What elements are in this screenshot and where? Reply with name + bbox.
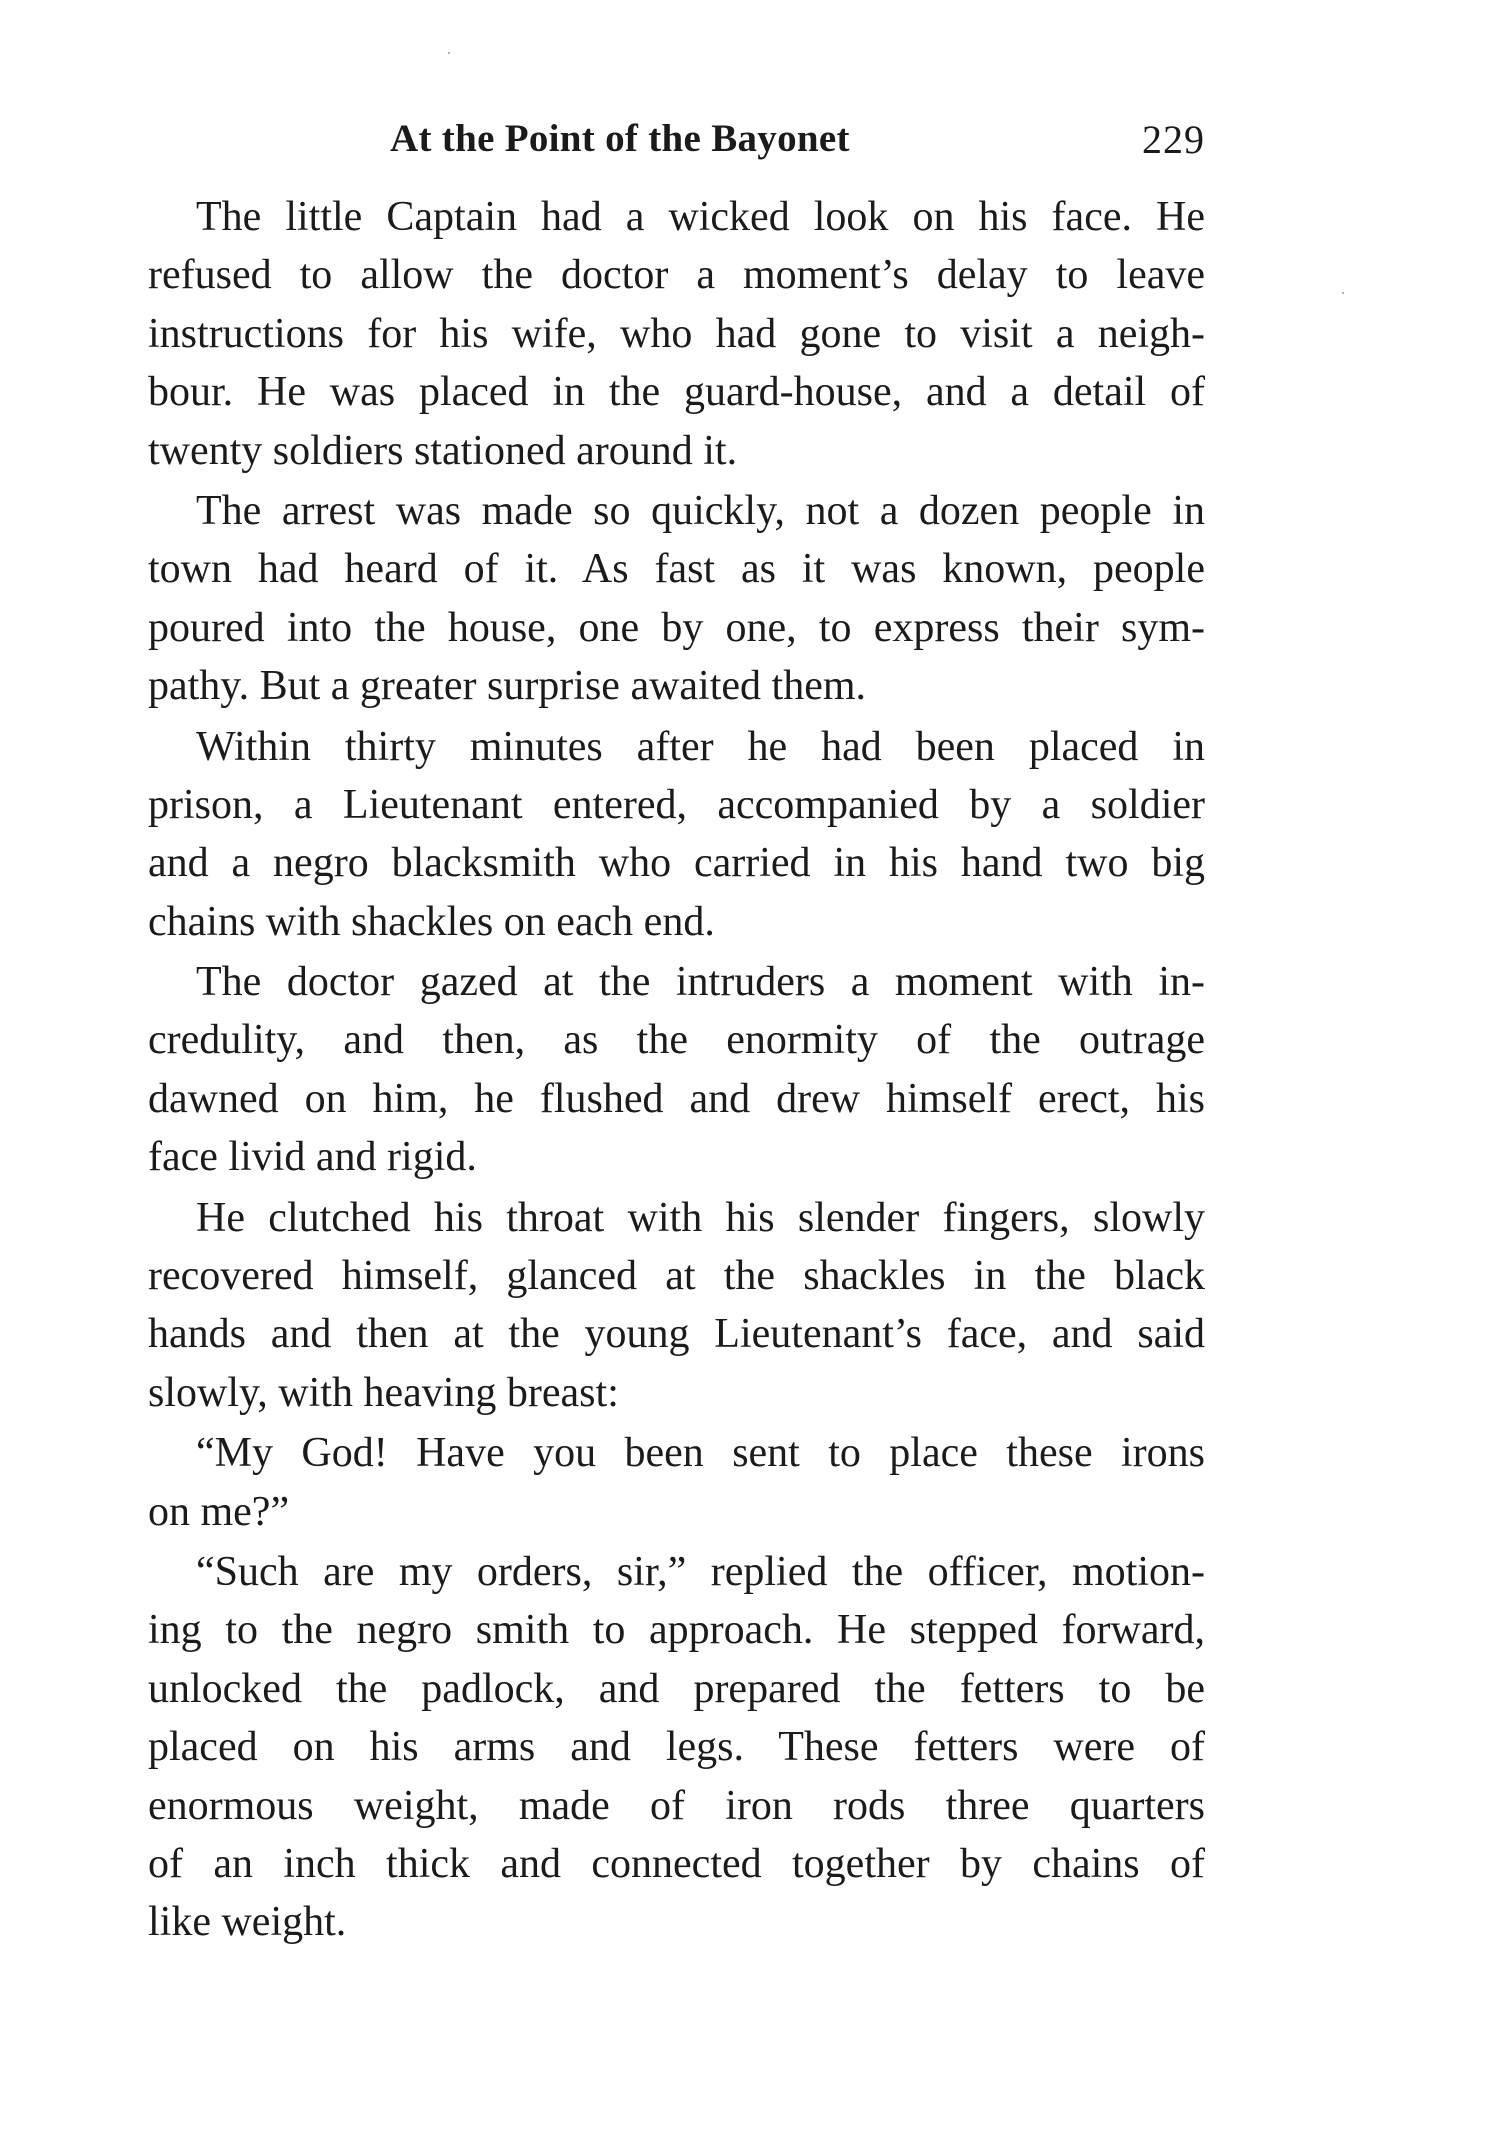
text-line: on me?”: [148, 1488, 290, 1535]
text-line: credulity, and then, as the enormity of the outrage: [148, 1017, 1205, 1064]
text-line: refused to allow the doctor a moment’s delay to leave: [148, 252, 1205, 299]
text-line: of an inch thick and connected together by chains of: [148, 1840, 1205, 1887]
running-title: At the Point of the Bayonet: [390, 117, 850, 160]
text-line: hands and then at the young Lieutenant’s face, and said: [148, 1311, 1205, 1358]
text-line: chains with shackles on each end.: [148, 898, 715, 945]
text-line: The little Captain had a wicked look on his face. He: [196, 194, 1205, 240]
paragraph-5: [148, 1189, 1205, 1423]
text-line: prison, a Lieutenant entered, accompanied by a soldier: [148, 781, 1205, 828]
scan-speck: [1342, 292, 1344, 294]
text-line: “Such are my orders, sir,” replied the officer, motion-: [196, 1548, 1205, 1595]
scan-speck: [448, 52, 450, 54]
text-line: placed on his arms and legs. These fetters were of: [148, 1724, 1205, 1771]
text-line: The doctor gazed at the intruders a moment with in-: [196, 959, 1205, 1006]
page-number: 229: [1142, 117, 1205, 162]
text-line: twenty soldiers stationed around it.: [148, 427, 738, 474]
text-line: face livid and rigid.: [148, 1134, 477, 1181]
text-line: and a negro blacksmith who carried in his hand two big: [148, 840, 1205, 887]
text-line: Within thirty minutes after he had been placed in: [196, 723, 1205, 770]
paragraph-2: [148, 482, 1205, 716]
text-line: “My God! Have you been sent to place these irons: [196, 1430, 1205, 1477]
text-line: dawned on him, he flushed and drew himself erect, his: [148, 1075, 1205, 1122]
text-line: instructions for his wife, who had gone to visit a neigh-: [148, 310, 1205, 357]
paragraph-7: [148, 1543, 1205, 1952]
text-line: He clutched his throat with his slender fingers, slowly: [196, 1194, 1205, 1241]
paragraph-3: [148, 718, 1205, 952]
body-text: [148, 188, 1205, 1954]
text-line: slowly, with heaving breast:: [148, 1369, 619, 1416]
paragraph-1: [148, 188, 1205, 480]
text-line: town had heard of it. As fast as it was known, people: [148, 546, 1205, 593]
text-line: like weight.: [148, 1899, 347, 1946]
text-line: enormous weight, made of iron rods three quarters: [148, 1782, 1205, 1829]
text-line: poured into the house, one by one, to express their sym-: [148, 604, 1205, 651]
paragraph-6: [148, 1424, 1205, 1541]
page-header: [390, 116, 1205, 176]
text-line: pathy. But a greater surprise awaited them.: [148, 663, 867, 710]
text-line: recovered himself, glanced at the shackles in the black: [148, 1253, 1205, 1300]
text-line: unlocked the padlock, and prepared the fetters to be: [148, 1665, 1205, 1712]
paragraph-4: [148, 953, 1205, 1187]
text-line: bour. He was placed in the guard-house, and a detail of: [148, 369, 1205, 416]
text-line: ing to the negro smith to approach. He stepped forward,: [148, 1607, 1205, 1654]
text-line: The arrest was made so quickly, not a dozen people in: [196, 487, 1205, 534]
